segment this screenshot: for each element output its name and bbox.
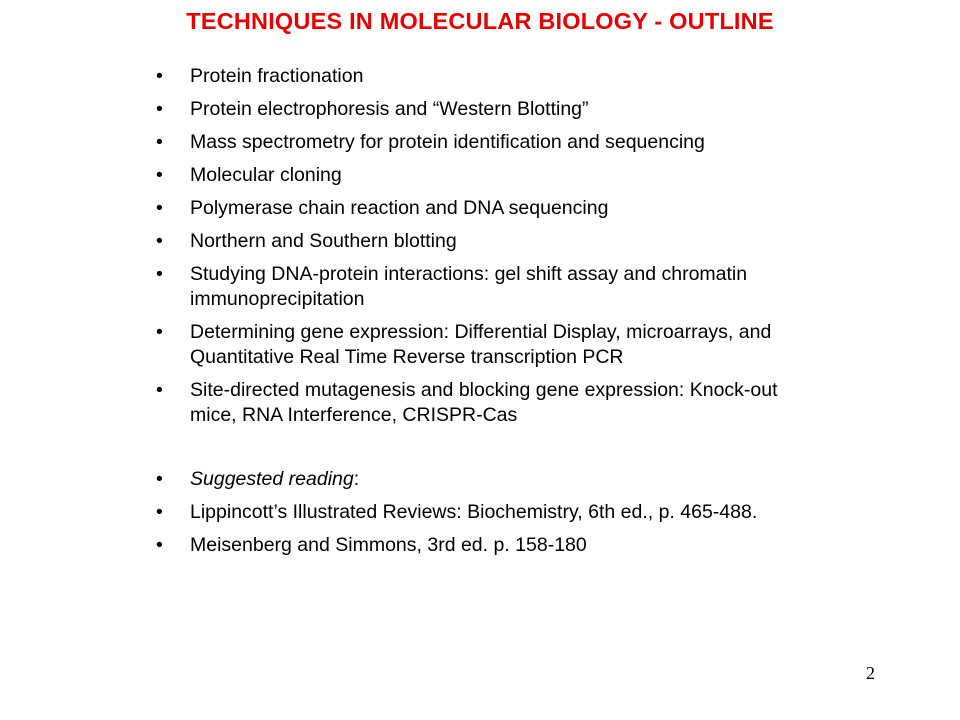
outline-item (156, 97, 816, 122)
outline-item-text: Mass spectrometry for protein identification and sequencing (190, 131, 705, 153)
bullet-icon: • (156, 321, 163, 343)
outline-item-text: Site-directed mutagenesis and blocking gene expression: Knock-out mice, RNA Interference, CRISPR-Cas (190, 379, 778, 426)
outline-item-text: Studying DNA-protein interactions: gel shift assay and chromatin immunoprecipitation (190, 263, 748, 310)
outline-item (156, 378, 816, 428)
outline-item-text: Northern and Southern blotting (190, 230, 457, 252)
outline-item (156, 163, 816, 188)
outline-item-text: Protein electrophoresis and “Western Blotting” (190, 98, 589, 120)
outline-item (156, 196, 816, 221)
outline-item-text: Molecular cloning (190, 164, 342, 186)
bullet-icon: • (156, 197, 163, 219)
bullet-icon: • (156, 164, 163, 186)
reading-item (156, 533, 816, 558)
outline-item (156, 229, 816, 254)
outline-item (156, 130, 816, 155)
suggested-reading-label: Suggested reading (190, 468, 354, 490)
bullet-icon: • (156, 230, 163, 252)
outline-item-text: Polymerase chain reaction and DNA sequencing (190, 197, 609, 219)
slide-title: TECHNIQUES IN MOLECULAR BIOLOGY - OUTLINE (186, 8, 774, 34)
bullet-icon: • (156, 65, 163, 87)
bullet-icon: • (156, 379, 163, 401)
outline-item-text: Determining gene expression: Differential Display, microarrays, and Quantitative Real Time Reverse transcription PCR (190, 321, 772, 368)
reading-item (156, 500, 816, 525)
outline-list (156, 60, 816, 558)
bullet-icon: • (156, 501, 163, 523)
outline-item (156, 320, 816, 370)
bullet-icon: • (156, 263, 163, 285)
suggested-reading-colon: : (353, 468, 360, 490)
bullet-icon: • (156, 468, 163, 490)
reading-item-text: Meisenberg and Simmons, 3rd ed. p. 158-180 (190, 534, 587, 556)
suggested-reading-heading (156, 467, 816, 492)
bullet-icon: • (156, 98, 163, 120)
bullet-icon: • (156, 534, 163, 556)
reading-item-text: Lippincott’s Illustrated Reviews: Biochemistry, 6th ed., p. 465-488. (190, 501, 758, 523)
outline-item (156, 262, 816, 312)
bullet-icon: • (156, 131, 163, 153)
outline-item-text: Protein fractionation (190, 65, 364, 87)
outline-item (156, 64, 816, 89)
page-number: 2 (866, 663, 875, 683)
